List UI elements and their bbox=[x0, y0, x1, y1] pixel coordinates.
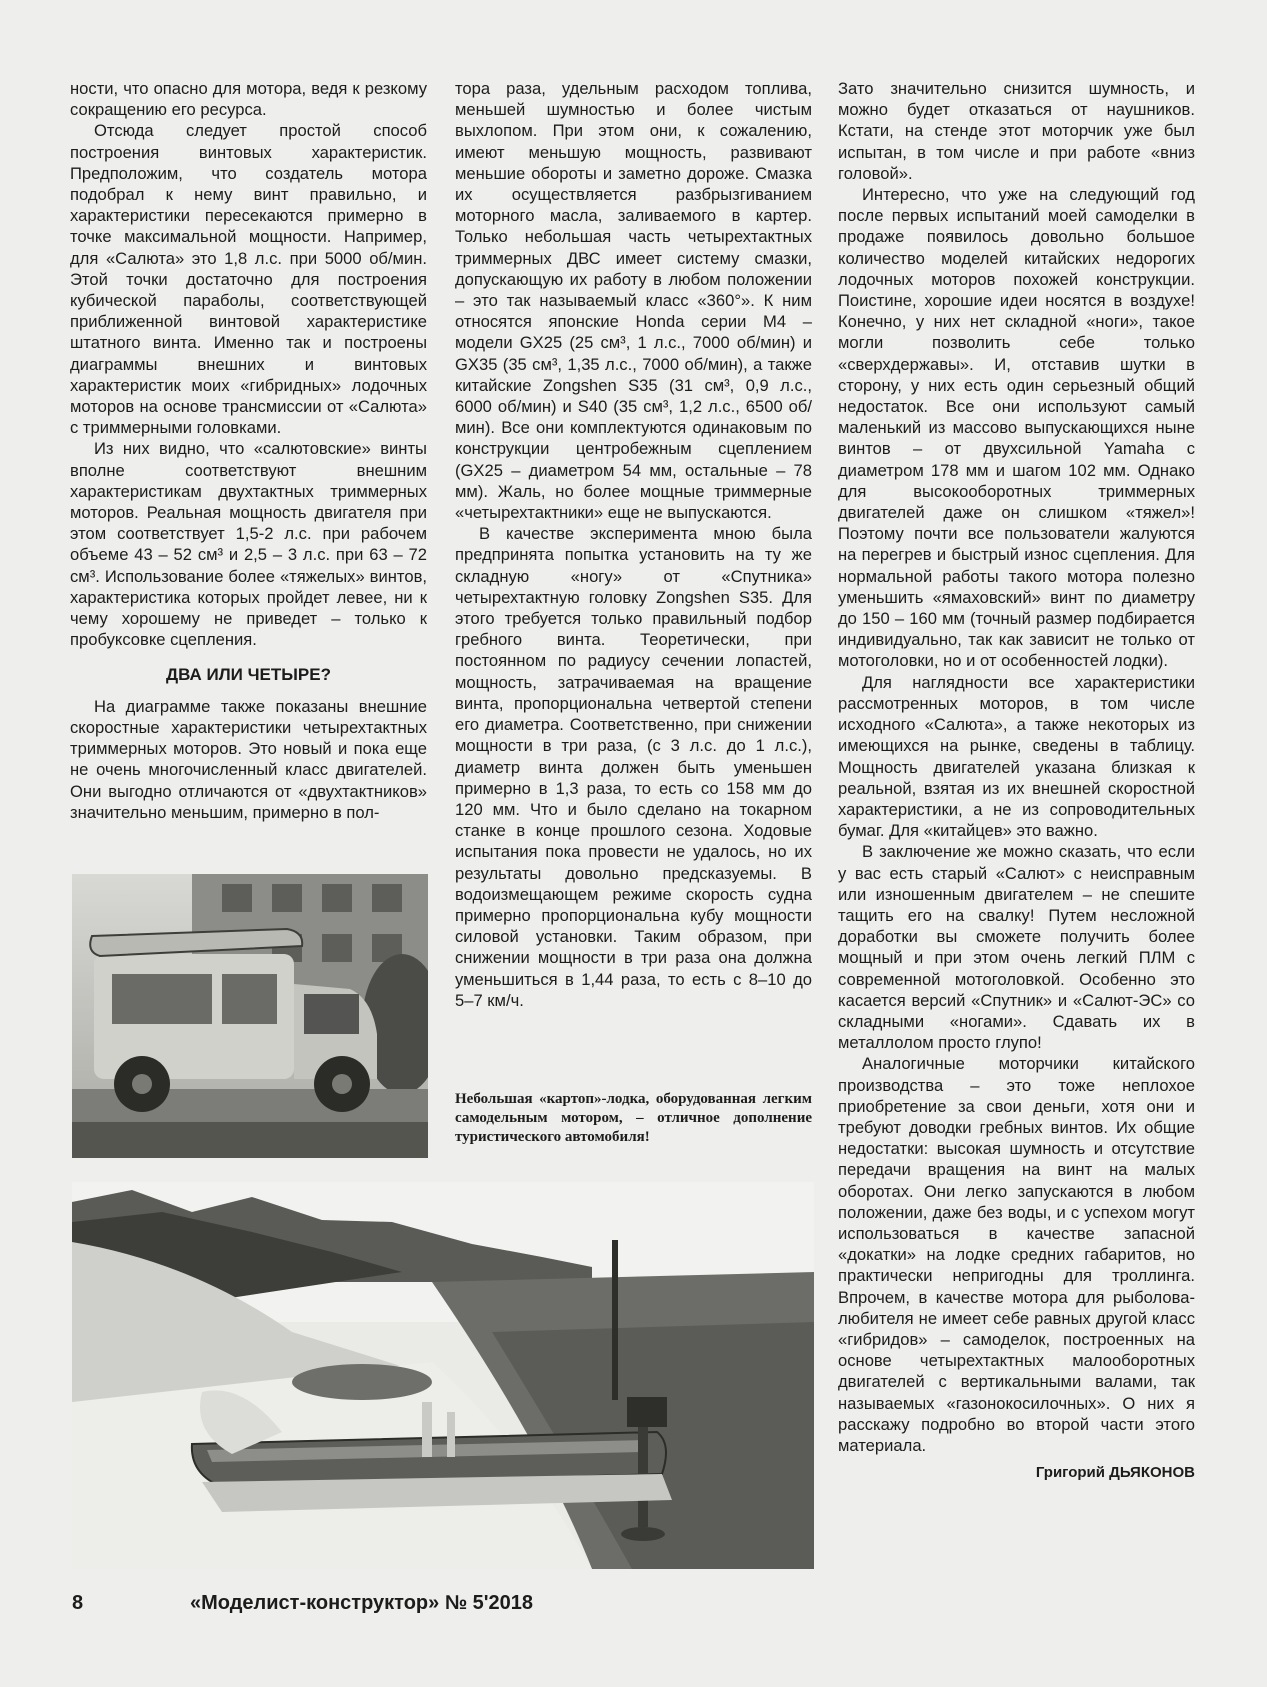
van-photo-image bbox=[72, 874, 428, 1158]
section-heading: ДВА ИЛИ ЧЕТЫРЕ? bbox=[165, 665, 331, 685]
text-column-1 bbox=[70, 78, 427, 823]
paragraph: Зато значительно снизится шумность, и можно будет отказаться от наушников. Кстати, на стенде этот моторчик уже был испытан, в том числе и при работе «вниз головой». bbox=[838, 79, 1195, 183]
paragraph: Для наглядности все характеристики рассмотренных моторов, в том числе исходного «Салюта», а также некоторых из имеющихся на рынке, сведены в таблицу. Мощность двигателей указана близкая к реальной, взятая из их внешней скоростной характеристики, а не из сопроводительных бумаг. Для «китайцев» это важно. bbox=[838, 672, 1195, 841]
boat-shore-photo-image bbox=[72, 1182, 814, 1569]
photo-caption: Небольшая «картоп»-лодка, оборудованная легким самодельным мотором, – отличное дополнение туристического автомобиля! bbox=[455, 1091, 812, 1145]
author-signature: Григорий ДЬЯКОНОВ bbox=[1035, 1464, 1195, 1482]
paragraph: ности, что опасно для мотора, ведя к резкому сокращению его ресурса. bbox=[70, 79, 427, 120]
text-column-2 bbox=[455, 78, 812, 1011]
page-number: 8 bbox=[72, 1592, 84, 1614]
paragraph: Аналогичные моторчики китайского производства – это тоже неплохое приобретение за свои деньги, хотя они и требуют доводки гребных винтов. Их общие недостатки: высокая шумность и отсутствие передачи вращения на винт на малых оборотах. Они легко запускаются в любом положении, даже без воды, и с успехом могут использоваться в качестве запасной «докатки» на лодке средних габаритов, но практически непригодны для троллинга. Впрочем, в качестве мотора для рыболова-любителя не имеет себе равных другой класс «гибридов» – самоделок, построенных на основе четырехтактных малооборотных двигателей с вертикальными валами, так называемых «газонокосилочных». О них я расскажу подробно во второй части этого материала. bbox=[838, 1054, 1195, 1455]
paragraph: В качестве эксперимента мною была предпринята попытка установить на ту же складную «ногу» от «Спутника» четырехтактную головку Zongshen S35. Для этого требуется только правильный подбор гребного винта. Теоретически, при постоянном по радиусу сечении лопастей, мощность, затрачиваемая на вращение винта, пропорциональна четвертой степени его диаметра. Соответственно, при снижении мощности в три раза, (с 3 л.с. до 1 л.с.), диаметр винта должен быть уменьшен примерно в 1,3 раза, то есть со 158 мм до 120 мм. Что и было сделано на токарном станке в конце прошлого сезона. Ходовые испытания пока провести не удалось, но их результаты довольно предсказуемы. В водоизмещающем режиме скорость судна примерно пропорциональна кубу мощности силовой установки. Таким образом, при снижении мощности в три раза она должна уменьшиться в 1,44 раза, то есть с 8–10 до 5–7 км/ч. bbox=[455, 524, 812, 1010]
text-column-3 bbox=[838, 78, 1195, 1483]
boat-shore-photo bbox=[72, 1182, 814, 1569]
paragraph: Отсюда следует простой способ построения винтовых характеристик. Предположим, что создатель мотора подобрал к нему винт правильно, и характеристики пересекаются примерно в точке максимальной мощности. Например, для «Салюта» это 1,8 л.с. при 5000 об/мин. Этой точки достаточно для построения кубической параболы, соответствующей приближенной винтовой характеристике штатного винта. Именно так и построены диаграммы внешних и винтовых характеристик моих «гибридных» лодочных моторов на основе трансмиссии от «Салюта» с триммерными головками. bbox=[70, 121, 427, 438]
paragraph: тора раза, удельным расходом топлива, меньшей шумностью и более чистым выхлопом. При этом они, к сожалению, имеют меньшую мощность, развивают меньшие обороты и заметно дороже. Смазка их осуществляется разбрызгиванием моторного масла, заливаемого в картер. Только небольшая часть четырехтактных триммерных ДВС имеет систему смазки, допускающую их работу в любом положении – это так называемый класс «360°». К ним относятся японские Honda серии М4 – модели GX25 (25 см³, 1 л.с., 7000 об/мин) и GX35 (35 см³, 1,35 л.с., 7000 об/мин), а также китайские Zongshen S35 (31 см³, 0,9 л.с., 6000 об/мин) и S40 (35 см³, 1,2 л.с., 6500 об/мин). Все они комплектуются одинаковым по конструкции центробежным сцеплением (GX25 – диаметром 54 мм, остальные – 78 мм). Жаль, но более мощные триммерные «четырехтактники» еще не выпускаются. bbox=[455, 79, 812, 523]
paragraph: Из них видно, что «салютовские» винты вполне соответствуют внешним характеристикам двухтактных триммерных моторов. Реальная мощность двигателя при этом соответствует 1,5-2 л.с. при рабочем объеме 43 – 52 см³ и 2,5 – 3 л.с. при 63 – 72 см³. Использование более «тяжелых» винтов, характеристика которых пройдет левее, ни к чему хорошему не приведет – только к пробуксовке сцепления. bbox=[70, 439, 427, 650]
van-photo bbox=[72, 874, 428, 1158]
paragraph: На диаграмме также показаны внешние скоростные характеристики четырехтактных триммерных моторов. Это новый и пока еще не очень многочисленный класс двигателей. Они выгодно отличаются от «двухтактников» значительно меньшим, примерно в пол- bbox=[70, 696, 427, 822]
paragraph: В заключение же можно сказать, что если у вас есть старый «Салют» с неисправным или изношенным двигателем – не спешите тащить его на свалку! Путем несложной доработки вы сможете получить более мощный и при этом очень легкий ПЛМ с современной мотоголовкой. Особенно это касается версий «Спутник» и «Салют-ЭС» со складными «ногами». Сдавать их в металлолом просто глупо! bbox=[838, 842, 1195, 1053]
magazine-issue: «Моделист-конструктор» № 5'2018 bbox=[190, 1592, 534, 1614]
paragraph: Интересно, что уже на следующий год после первых испытаний моей самоделки в продаже появилось довольно большое количество моделей китайских недорогих лодочных моторов похожей конструкции. Поистине, хорошие идеи носятся в воздухе! Конечно, у них нет складной «ноги», такое могли позволить себе только «сверхдержавы». И, отставив шутки в сторону, у них есть один серьезный общий недостаток. Все они используют самый маленький из массово выпускающихся ныне винтов – от двухсильной Yamaha с диаметром 178 мм и шагом 102 мм. Однако для высокооборотных триммерных двигателей даже он слишком «тяжел»! Поэтому почти все пользователи жалуются на перегрев и быстрый износ сцепления. Для нормальной работы такого мотора полезно уменьшить «ямаховский» винт по диаметру до 150 – 160 мм (точный размер подбирается индивидуально, так как зависит не только от мотоголовки, но и от особенностей лодки). bbox=[838, 185, 1195, 671]
